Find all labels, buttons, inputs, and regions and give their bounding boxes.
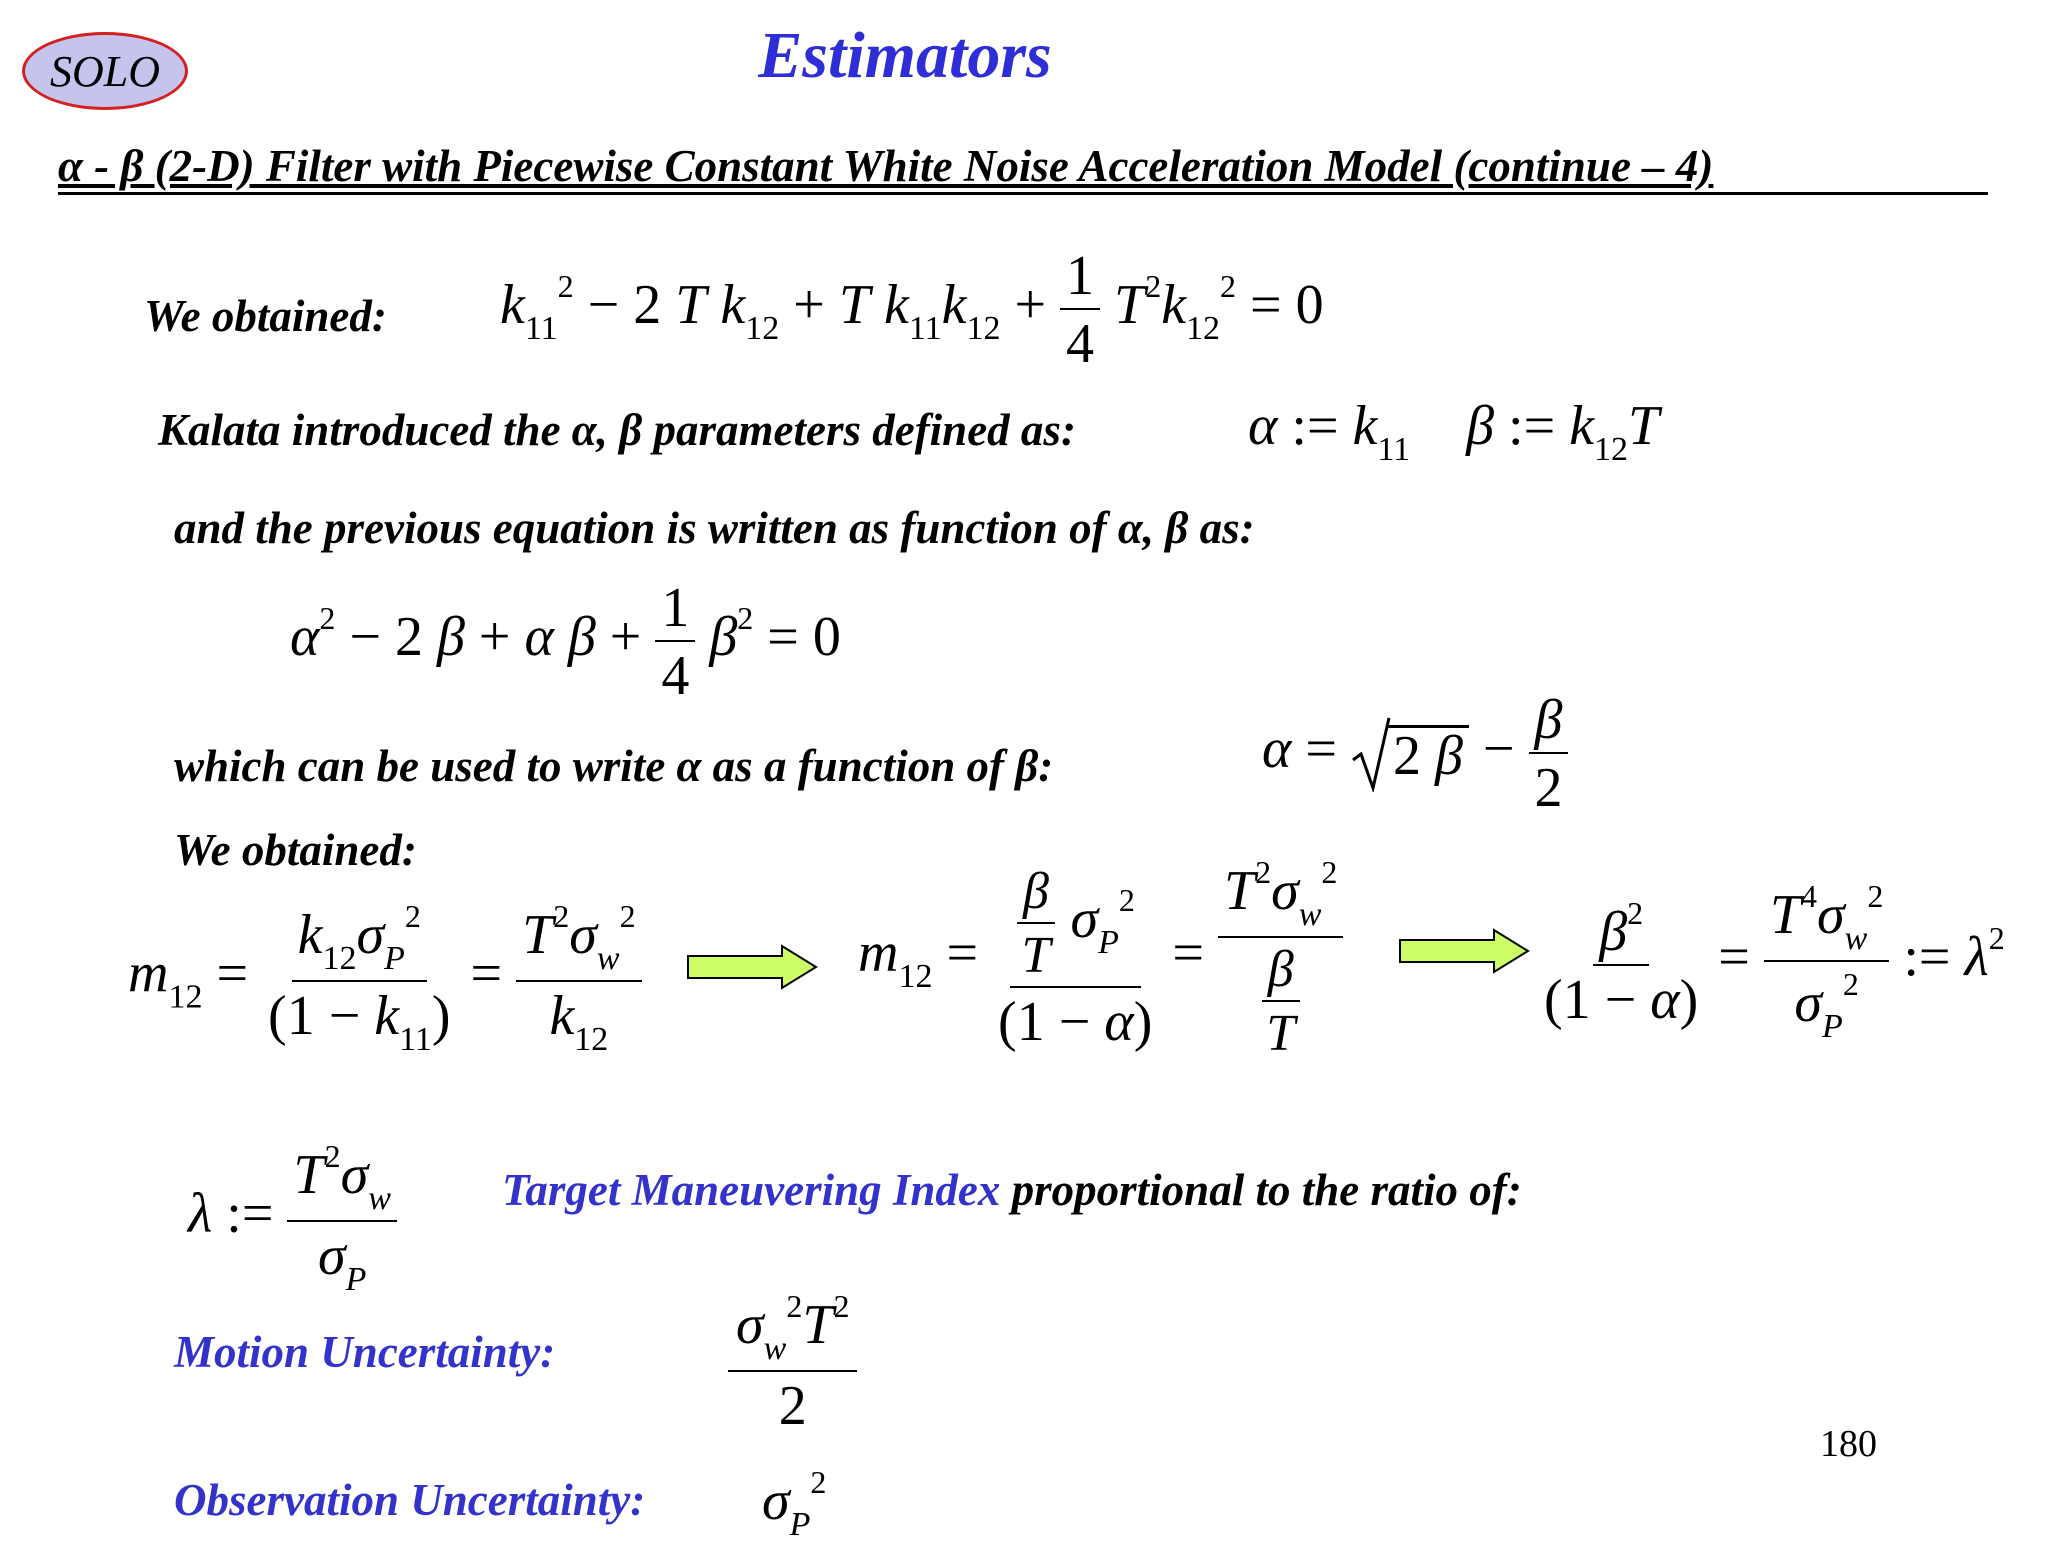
equation-alpha-beta-quadratic: $\alpha^2 - 2$ β + α β + $\frac{1}{4}$ $\beta^2 = 0$ [290,577,841,707]
page-number: 180 [1820,1423,1877,1465]
label-motion-uncertainty: Motion Uncertainty: [174,1327,556,1377]
equation-lambda-def: λ := $\frac{T^2\sigma_w}{\sigma_P}$ [188,1140,397,1297]
label-we-obtained-1: We obtained: [144,291,387,341]
right-arrow-icon [686,944,820,990]
page-title: Estimators [758,19,1052,92]
equation-m12-k-form: $m_{12}$ = $\frac{k_{12}\sigma_P^2}{(1 - k_{11})}$ = $\frac{T^2\sigma_w^2}{k_{12}}$ [128,900,642,1057]
equation-m12-alpha-form: $m_{12}$ = $\frac{\beta}{T}$ $\sigma_P^2$ (1 − α) = $\frac{T^2\sigma_w^2}{\frac{\beta}{T}}$ [858,856,1343,1060]
equation-lambda-squared: $\frac{\beta^2}{(1 - \alpha)}$ = $\frac{T^4\sigma_w^2}{\sigma_P^2}$ := $\lambda^2$ [1544,878,2005,1045]
label-previous-equation: and the previous equation is written as function of α, β as: [174,503,1255,553]
equation-motion-uncertainty: $\frac{\sigma_w^2T^2}{2}$ [728,1290,857,1434]
label-target-maneuvering-index: Target Maneuvering Index proportional to the ratio of: [502,1165,1522,1215]
equation-k-quadratic: $k_{11}^2 - 2$ T $k_{12} + T$ $k_{11}k_{12}$ + $\frac{1}{4}$ $T^2k_{12}^2 = 0$ [500,245,1324,375]
equation-observation-uncertainty: $\sigma_P^2$ [762,1464,827,1543]
solo-badge-label: SOLO [49,46,161,96]
label-alpha-function: which can be used to write α as a function of β: [174,741,1054,791]
label-we-obtained-2: We obtained: [174,825,417,875]
slide-subtitle: α - β (2-D) Filter with Piecewise Constant White Noise Acceleration Model (continue – 4) [58,141,1714,191]
equation-alpha-of-beta: α = 2 β − $\frac{\beta}{2}$ [1262,692,1568,816]
right-arrow-icon [1398,928,1532,974]
label-kalata: Kalata introduced the α, β parameters defined as: [158,405,1076,455]
label-observation-uncertainty: Observation Uncertainty: [174,1475,646,1525]
equation-alpha-beta-def: α := $k_{11}$ β := $k_{12}T$ [1248,395,1660,468]
tmi-term: Target Maneuvering Index [502,1165,1001,1215]
subtitle-underline [58,192,1988,195]
